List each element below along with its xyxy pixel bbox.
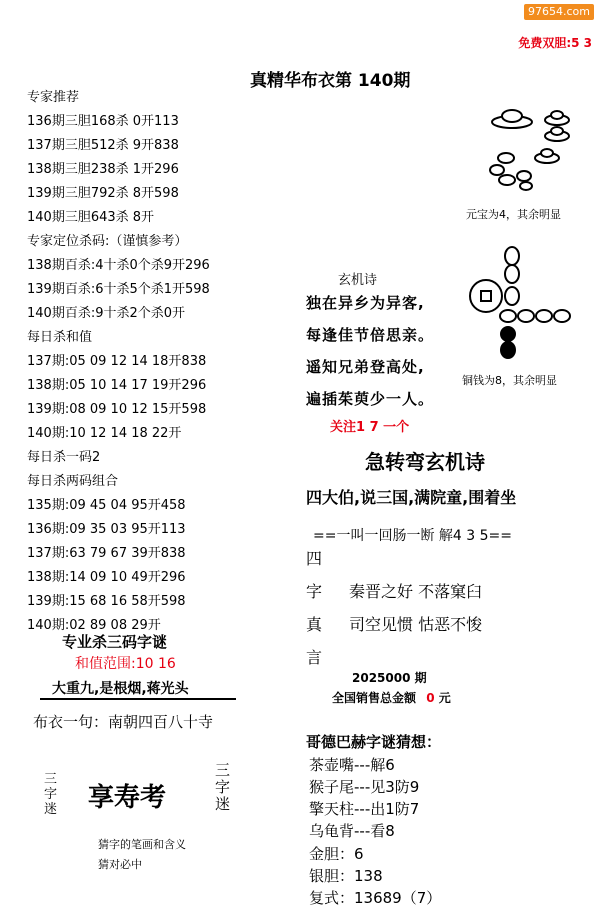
daily-two-heading: 每日杀两码组合 [27, 474, 119, 489]
goedel-title: 哥德巴赫字谜猜想： [306, 733, 442, 751]
position-row: 138期百杀:4十杀0个杀9开296 [27, 258, 210, 273]
jizhuan-title: 急转弯玄机诗 [365, 450, 485, 474]
goedel-row: 乌龟背---看8 [309, 822, 395, 840]
jizhuan-row-text: 司空见惯 怙恶不悛 [349, 615, 483, 634]
daily-two-row: 137期:63 79 67 39开838 [27, 546, 186, 561]
daily-one: 每日杀一码2 [27, 450, 101, 465]
poem-line: 遥知兄弟登高处, [306, 358, 425, 376]
expert-row: 137期三胆512杀 9开838 [27, 138, 179, 153]
sum-range: 和值范围:10 16 [75, 656, 176, 672]
expert-row: 136期三胆168杀 0开113 [27, 114, 179, 129]
hint-1: 猜字的笔画和含义 [98, 838, 186, 851]
jizhuan-row-head: 真 [306, 615, 323, 634]
daily-sum-row: 140期:10 12 14 18 22开 [27, 426, 182, 441]
sales-unit: 元 [438, 691, 451, 705]
daily-two-row: 136期:09 35 03 95开113 [27, 522, 186, 537]
jizhuan-row-text: 秦晋之好 不落窠臼 [349, 582, 483, 601]
sales-total [332, 689, 451, 706]
goedel-row: 金胆：6 [309, 845, 364, 863]
riddle-title: 专业杀三码字谜 [62, 633, 168, 651]
position-row: 140期百杀:9十杀2个杀0开 [27, 306, 186, 321]
jizhuan-si: 四 [306, 549, 323, 568]
position-heading: 专家定位杀码:（谨慎参考） [27, 234, 188, 249]
expert-row: 138期三胆238杀 1开296 [27, 162, 179, 177]
daily-sum-heading: 每日杀和值 [27, 330, 93, 345]
focus-text: 关注1 7 一个 [330, 420, 410, 435]
coin-caption: 铜钱为8，其余明显 [462, 374, 557, 387]
page-title: 真精华布衣第 140期 [250, 71, 411, 91]
daily-two-row: 139期:15 68 16 58开598 [27, 594, 186, 609]
goedel-row: 擎天柱---出1防7 [309, 800, 420, 818]
free-double-text: 免费双胆:5 3 [518, 36, 592, 50]
vertical-label-left: 三 字 迷 [44, 772, 58, 817]
goedel-row: 银胆：138 [309, 867, 383, 885]
daily-sum-row: 138期:05 10 14 17 19开296 [27, 378, 207, 393]
coins-illustration [462, 244, 582, 369]
yuanbao-caption: 元宝为4，其余明显 [466, 208, 561, 221]
riddle-line: 大重九,是根烟,蒋光头 [52, 681, 189, 697]
hint-2: 猜对必中 [98, 858, 142, 871]
buyi-line: 布衣一句：南朝四百八十寺 [33, 713, 214, 731]
goedel-row: 复式：13689（7） [309, 889, 442, 907]
daily-two-row: 138期:14 09 10 49开296 [27, 570, 186, 585]
daily-sum-row: 139期:08 09 10 12 15开598 [27, 402, 207, 417]
vertical-label-right: 三 字 迷 [215, 761, 231, 813]
jizhuan-riddle: ==一叫一回肠一断 解4 3 5== [313, 528, 512, 544]
poem-line: 遍插茱萸少一人。 [306, 390, 435, 408]
sales-total-label: 全国销售总金额 [332, 691, 417, 705]
divider [40, 698, 236, 700]
jizhuan-line: 四大伯,说三国,满院童,围着坐 [306, 488, 517, 507]
daily-sum-row: 137期:05 09 12 14 18开838 [27, 354, 207, 369]
daily-two-row: 140期:02 89 08 29开 [27, 618, 161, 633]
goedel-row: 猴子尾---见3防9 [309, 778, 420, 796]
goedel-row: 茶壶嘴---解6 [309, 756, 395, 774]
expert-heading: 专家推荐 [27, 90, 80, 105]
jizhuan-row-head: 字 [306, 582, 323, 601]
site-badge[interactable]: 97654.com [524, 4, 594, 20]
sales-period: 2025000 期 [352, 671, 427, 685]
poem-heading: 玄机诗 [338, 273, 378, 288]
expert-row: 139期三胆792杀 8开598 [27, 186, 179, 201]
yuanbao-illustration [462, 96, 582, 206]
poem-line: 每逢佳节倍思亲。 [306, 326, 435, 344]
daily-two-row: 135期:09 45 04 95开458 [27, 498, 186, 513]
expert-row: 140期三胆643杀 8开 [27, 210, 155, 225]
big-word: 享寿考 [88, 783, 167, 813]
jizhuan-row-head: 言 [306, 648, 323, 667]
poem-line: 独在异乡为异客, [306, 294, 425, 312]
position-row: 139期百杀:6十杀5个杀1开598 [27, 282, 210, 297]
sales-total-value: 0 [426, 691, 435, 705]
